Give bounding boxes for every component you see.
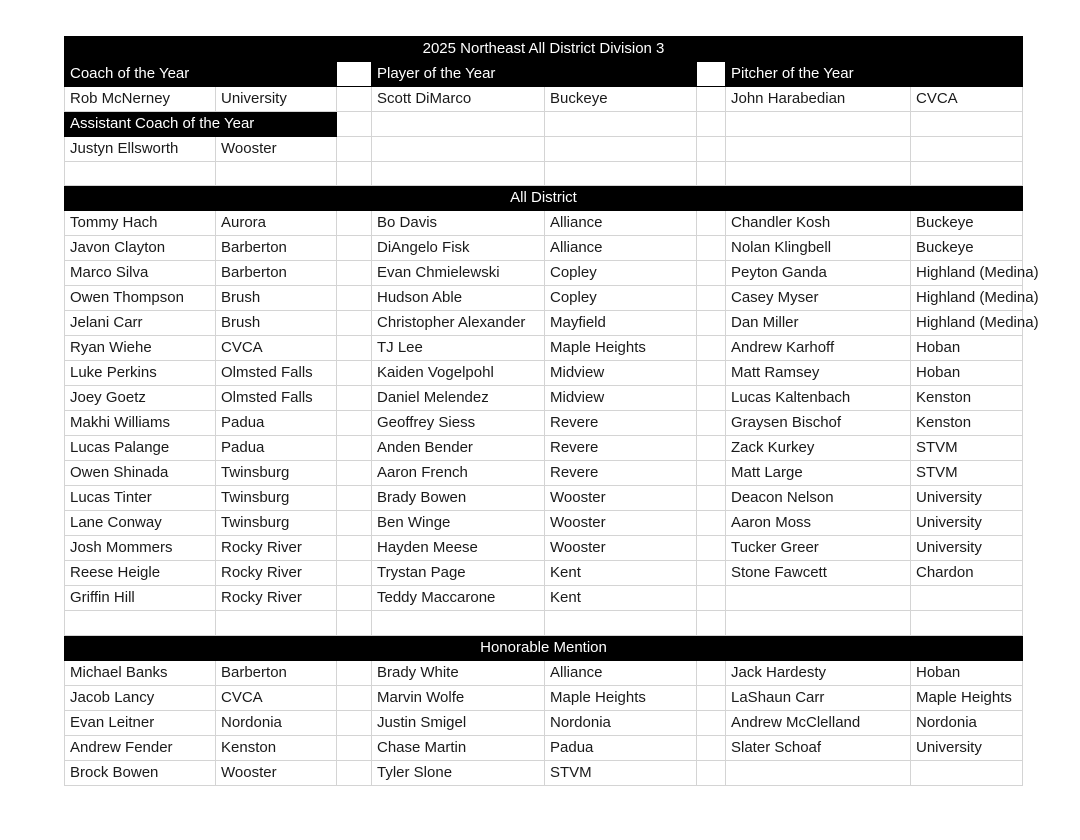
player-school: Twinsburg xyxy=(216,511,337,536)
spacer-cell xyxy=(697,311,726,336)
player-school: Buckeye xyxy=(545,87,697,112)
player-name: Marco Silva xyxy=(65,261,216,286)
player-school: Brush xyxy=(216,311,337,336)
empty-cell xyxy=(372,611,545,635)
player-school: Alliance xyxy=(545,236,697,261)
empty-cell xyxy=(545,137,697,162)
spacer-cell xyxy=(697,685,726,710)
player-school: Barberton xyxy=(216,236,337,261)
player-name: Graysen Bischof xyxy=(726,411,911,436)
player-name: Trystan Page xyxy=(372,561,545,586)
all-district-row xyxy=(65,261,1023,286)
spacer-cell xyxy=(337,87,372,112)
player-name: Makhi Williams xyxy=(65,411,216,436)
all-district-row xyxy=(65,561,1023,586)
player-school: Hoban xyxy=(911,361,1023,386)
empty-cell xyxy=(726,611,911,635)
spacer-cell xyxy=(337,311,372,336)
player-name: Zack Kurkey xyxy=(726,436,911,461)
empty-cell xyxy=(372,137,545,162)
player-name: Javon Clayton xyxy=(65,236,216,261)
player-school: Wooster xyxy=(545,511,697,536)
player-school: CVCA xyxy=(216,685,337,710)
player-school: Kent xyxy=(545,561,697,586)
player-name: Anden Bender xyxy=(372,436,545,461)
player-name: Luke Perkins xyxy=(65,361,216,386)
player-school: Revere xyxy=(545,436,697,461)
player-name: Brock Bowen xyxy=(65,760,216,785)
empty-cell xyxy=(911,112,1023,137)
player-name: Evan Chmielewski xyxy=(372,261,545,286)
empty-cell xyxy=(911,137,1023,162)
player-school: University xyxy=(911,536,1023,561)
blank-row xyxy=(65,611,1023,635)
player-name: Matt Ramsey xyxy=(726,361,911,386)
spacer-cell xyxy=(697,336,726,361)
all-district-row xyxy=(65,236,1023,261)
all-district-row xyxy=(65,411,1023,436)
player-school: Brush xyxy=(216,286,337,311)
honorable-mention-row xyxy=(65,710,1023,735)
spacer-cell xyxy=(337,386,372,411)
player-name: Chase Martin xyxy=(372,735,545,760)
player-school: Alliance xyxy=(545,211,697,236)
spacer-cell xyxy=(337,486,372,511)
spacer-cell xyxy=(697,87,726,112)
empty-cell xyxy=(216,611,337,635)
player-name: Jelani Carr xyxy=(65,311,216,336)
spacer-cell xyxy=(337,561,372,586)
empty-cell xyxy=(372,112,545,137)
spacer-cell xyxy=(337,211,372,236)
empty-cell xyxy=(65,162,216,186)
honorable-mention-heading: Honorable Mention xyxy=(65,635,1023,660)
player-name: Lucas Kaltenbach xyxy=(726,386,911,411)
spacer-cell xyxy=(697,211,726,236)
all-district-row xyxy=(65,486,1023,511)
player-name: Bo Davis xyxy=(372,211,545,236)
player-name: Josh Mommers xyxy=(65,536,216,561)
spacer-cell xyxy=(697,386,726,411)
player-school: Wooster xyxy=(545,536,697,561)
empty-cell xyxy=(697,137,726,162)
player-school: Rocky River xyxy=(216,536,337,561)
empty-cell xyxy=(337,112,372,137)
honorable-mention-row xyxy=(65,685,1023,710)
player-name: Nolan Klingbell xyxy=(726,236,911,261)
player-school: Twinsburg xyxy=(216,486,337,511)
all-district-row xyxy=(65,536,1023,561)
player-name: Justin Smigel xyxy=(372,710,545,735)
player-school: CVCA xyxy=(216,336,337,361)
player-school: Kenston xyxy=(911,386,1023,411)
spacer-cell xyxy=(337,436,372,461)
player-name: Daniel Melendez xyxy=(372,386,545,411)
all-district-row xyxy=(65,586,1023,611)
empty-cell xyxy=(372,162,545,186)
player-school: Maple Heights xyxy=(545,685,697,710)
player-school: University xyxy=(911,511,1023,536)
player-name: Chandler Kosh xyxy=(726,211,911,236)
player-school: Buckeye xyxy=(911,211,1023,236)
all-district-row xyxy=(65,511,1023,536)
empty-cell xyxy=(216,162,337,186)
player-name: Jack Hardesty xyxy=(726,660,911,685)
player-name: Hudson Able xyxy=(372,286,545,311)
spacer-cell xyxy=(337,236,372,261)
empty-cell xyxy=(697,112,726,137)
player-name xyxy=(726,586,911,611)
spacer-cell xyxy=(697,461,726,486)
spacer-cell xyxy=(697,261,726,286)
player-school: Wooster xyxy=(216,760,337,785)
all-district-table xyxy=(64,36,1039,786)
player-name: Tyler Slone xyxy=(372,760,545,785)
spacer-cell xyxy=(337,461,372,486)
player-name: Deacon Nelson xyxy=(726,486,911,511)
all-district-row xyxy=(65,386,1023,411)
player-school: Kenston xyxy=(911,411,1023,436)
spacer-cell xyxy=(337,586,372,611)
player-school: Kenston xyxy=(216,735,337,760)
award-heading-row xyxy=(65,62,1023,87)
player-name: Tommy Hach xyxy=(65,211,216,236)
all-district-heading-row xyxy=(65,186,1023,211)
player-name: Kaiden Vogelpohl xyxy=(372,361,545,386)
player-name: Dan Miller xyxy=(726,311,911,336)
player-school: Kent xyxy=(545,586,697,611)
spacer-cell xyxy=(337,660,372,685)
empty-cell xyxy=(337,137,372,162)
player-school: Hoban xyxy=(911,660,1023,685)
player-name: Geoffrey Siess xyxy=(372,411,545,436)
player-of-year-heading: Player of the Year xyxy=(372,62,697,87)
player-school: Rocky River xyxy=(216,586,337,611)
player-name: TJ Lee xyxy=(372,336,545,361)
blank-row xyxy=(65,162,1023,186)
player-name: Brady Bowen xyxy=(372,486,545,511)
player-school: Barberton xyxy=(216,261,337,286)
spacer-cell xyxy=(337,286,372,311)
spacer-cell xyxy=(337,685,372,710)
spacer-cell xyxy=(697,236,726,261)
empty-cell xyxy=(337,162,372,186)
assistant-coach-school: Wooster xyxy=(216,137,337,162)
player-school: Highland (Medina) xyxy=(911,261,1023,286)
spacer-cell xyxy=(697,710,726,735)
all-district-row xyxy=(65,461,1023,486)
spacer-cell xyxy=(697,536,726,561)
player-school: Padua xyxy=(545,735,697,760)
player-school: Highland (Medina) xyxy=(911,311,1023,336)
player-name: Stone Fawcett xyxy=(726,561,911,586)
player-school: Alliance xyxy=(545,660,697,685)
empty-cell xyxy=(697,611,726,635)
all-district-row xyxy=(65,336,1023,361)
player-school: Nordonia xyxy=(911,710,1023,735)
coach-school: University xyxy=(216,87,337,112)
player-school: University xyxy=(911,735,1023,760)
spacer-cell xyxy=(337,62,372,87)
all-district-row xyxy=(65,211,1023,236)
all-district-heading: All District xyxy=(65,186,1023,211)
spacer-cell xyxy=(697,286,726,311)
player-name: LaShaun Carr xyxy=(726,685,911,710)
player-school: Olmsted Falls xyxy=(216,386,337,411)
spacer-cell xyxy=(697,735,726,760)
coach-name: Rob McNerney xyxy=(65,87,216,112)
player-name: Aaron French xyxy=(372,461,545,486)
player-school: Revere xyxy=(545,411,697,436)
assistant-winner-row xyxy=(65,137,1023,162)
player-school: Maple Heights xyxy=(545,336,697,361)
player-name: Brady White xyxy=(372,660,545,685)
player-name: Jacob Lancy xyxy=(65,685,216,710)
empty-cell xyxy=(726,162,911,186)
all-district-row xyxy=(65,436,1023,461)
spacer-cell xyxy=(337,710,372,735)
player-school xyxy=(911,586,1023,611)
empty-cell xyxy=(911,611,1023,635)
player-school: Twinsburg xyxy=(216,461,337,486)
player-name: Andrew Fender xyxy=(65,735,216,760)
player-school: Chardon xyxy=(911,561,1023,586)
player-school: Nordonia xyxy=(545,710,697,735)
player-school: Barberton xyxy=(216,660,337,685)
empty-cell xyxy=(65,611,216,635)
spacer-cell xyxy=(337,361,372,386)
spacer-cell xyxy=(337,536,372,561)
player-name: Reese Heigle xyxy=(65,561,216,586)
pitcher-name: John Harabedian xyxy=(726,87,911,112)
player-school: University xyxy=(911,486,1023,511)
player-name: Owen Thompson xyxy=(65,286,216,311)
player-name: Andrew McClelland xyxy=(726,710,911,735)
player-name: Teddy Maccarone xyxy=(372,586,545,611)
player-school xyxy=(911,760,1023,785)
player-school: STVM xyxy=(545,760,697,785)
player-name: Evan Leitner xyxy=(65,710,216,735)
player-school: Hoban xyxy=(911,336,1023,361)
honorable-mention-row xyxy=(65,660,1023,685)
player-name: Griffin Hill xyxy=(65,586,216,611)
player-name: Ryan Wiehe xyxy=(65,336,216,361)
all-district-row xyxy=(65,311,1023,336)
player-name: Lucas Palange xyxy=(65,436,216,461)
player-school: Nordonia xyxy=(216,710,337,735)
player-name xyxy=(726,760,911,785)
assistant-coach-heading: Assistant Coach of the Year xyxy=(65,112,337,137)
spacer-cell xyxy=(337,760,372,785)
honorable-mention-row xyxy=(65,735,1023,760)
player-name: Slater Schoaf xyxy=(726,735,911,760)
spacer-cell xyxy=(337,261,372,286)
player-school: Rocky River xyxy=(216,561,337,586)
player-school: Aurora xyxy=(216,211,337,236)
player-school: Wooster xyxy=(545,486,697,511)
player-school: Mayfield xyxy=(545,311,697,336)
player-name: Lane Conway xyxy=(65,511,216,536)
empty-cell xyxy=(911,162,1023,186)
empty-cell xyxy=(726,137,911,162)
player-name: Owen Shinada xyxy=(65,461,216,486)
player-name: Tucker Greer xyxy=(726,536,911,561)
assistant-heading-row xyxy=(65,112,1023,137)
spacer-cell xyxy=(697,486,726,511)
player-name: DiAngelo Fisk xyxy=(372,236,545,261)
spacer-cell xyxy=(697,411,726,436)
player-name: Christopher Alexander xyxy=(372,311,545,336)
title-row xyxy=(65,37,1023,62)
player-school: Olmsted Falls xyxy=(216,361,337,386)
empty-cell xyxy=(337,611,372,635)
empty-cell xyxy=(726,112,911,137)
player-school: Revere xyxy=(545,461,697,486)
spacer-cell xyxy=(337,411,372,436)
spacer-cell xyxy=(697,436,726,461)
player-name: Marvin Wolfe xyxy=(372,685,545,710)
player-school: Buckeye xyxy=(911,236,1023,261)
player-name: Ben Winge xyxy=(372,511,545,536)
player-name: Matt Large xyxy=(726,461,911,486)
player-name: Peyton Ganda xyxy=(726,261,911,286)
player-name: Aaron Moss xyxy=(726,511,911,536)
player-name: Joey Goetz xyxy=(65,386,216,411)
player-name: Hayden Meese xyxy=(372,536,545,561)
sheet-title: 2025 Northeast All District Division 3 xyxy=(65,37,1023,62)
honorable-mention-row xyxy=(65,760,1023,785)
spacer-cell xyxy=(337,336,372,361)
empty-cell xyxy=(545,611,697,635)
spacer-cell xyxy=(697,586,726,611)
player-school: Padua xyxy=(216,436,337,461)
spacer-cell xyxy=(697,561,726,586)
player-school: Padua xyxy=(216,411,337,436)
all-district-row xyxy=(65,361,1023,386)
empty-cell xyxy=(545,112,697,137)
spacer-cell xyxy=(697,760,726,785)
pitcher-school: CVCA xyxy=(911,87,1023,112)
empty-cell xyxy=(545,162,697,186)
player-school: Midview xyxy=(545,361,697,386)
player-school: Highland (Medina) xyxy=(911,286,1023,311)
spacer-cell xyxy=(697,660,726,685)
player-name: Scott DiMarco xyxy=(372,87,545,112)
spacer-cell xyxy=(697,511,726,536)
award-winner-row xyxy=(65,87,1023,112)
player-school: Maple Heights xyxy=(911,685,1023,710)
spacer-cell xyxy=(697,62,726,87)
player-name: Andrew Karhoff xyxy=(726,336,911,361)
spacer-cell xyxy=(697,361,726,386)
player-school: Copley xyxy=(545,286,697,311)
player-name: Michael Banks xyxy=(65,660,216,685)
player-school: STVM xyxy=(911,436,1023,461)
spacer-cell xyxy=(337,735,372,760)
pitcher-of-year-heading: Pitcher of the Year xyxy=(726,62,1023,87)
spacer-cell xyxy=(337,511,372,536)
player-school: Copley xyxy=(545,261,697,286)
all-district-row xyxy=(65,286,1023,311)
assistant-coach-name: Justyn Ellsworth xyxy=(65,137,216,162)
player-name: Casey Myser xyxy=(726,286,911,311)
player-name: Lucas Tinter xyxy=(65,486,216,511)
empty-cell xyxy=(697,162,726,186)
player-school: Midview xyxy=(545,386,697,411)
honorable-mention-heading-row xyxy=(65,635,1023,660)
player-school: STVM xyxy=(911,461,1023,486)
coach-of-year-heading: Coach of the Year xyxy=(65,62,337,87)
